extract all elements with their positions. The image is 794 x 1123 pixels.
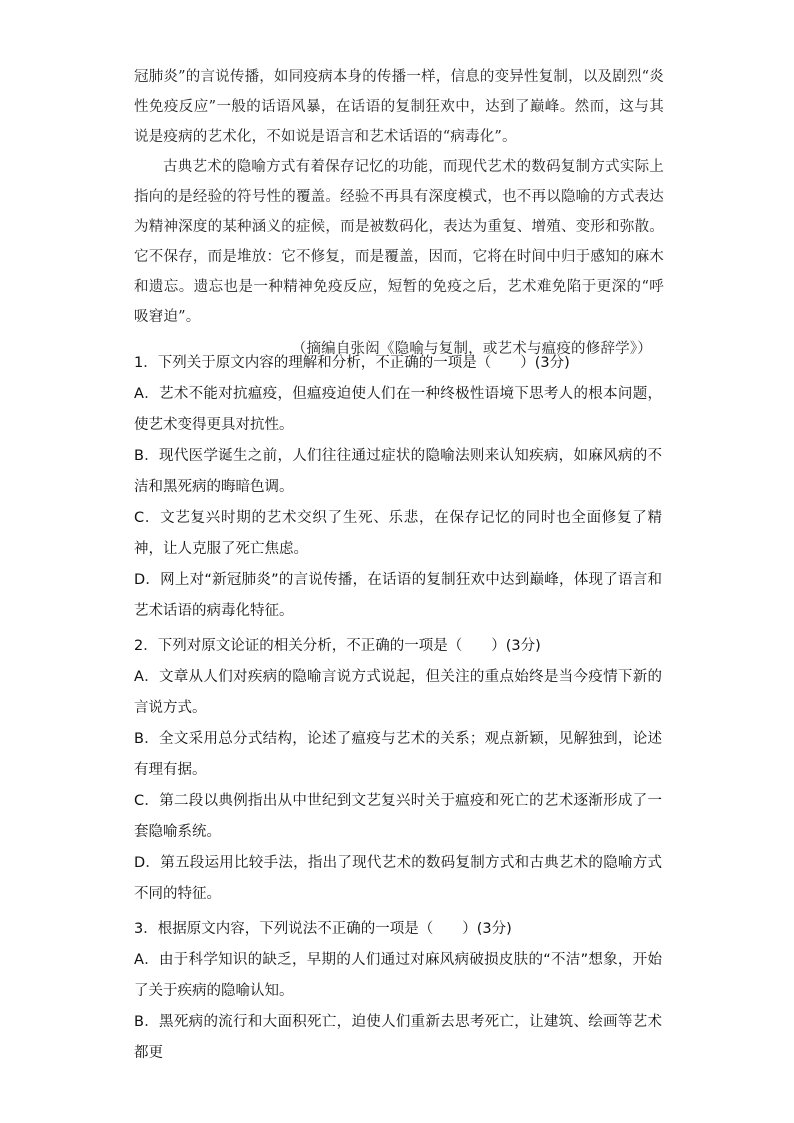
option-a: A．艺术不能对抗瘟疫，但瘟疫迫使人们在一种终极性语境下思考人的根本问题，使艺术变得更具对抗性。 xyxy=(134,386,662,433)
passage-citation: （摘编自张闳《隐喻与复制，或艺术与瘟疫的修辞学》） xyxy=(291,341,652,357)
option-a: A．由于科学知识的缺乏，早期的人们通过对麻风病破损皮肤的“不洁”想象，开始了关于疾病的隐喻认知。 xyxy=(134,952,662,999)
question-stem: 1．下列关于原文内容的理解和分析，不正确的一项是（ ）(3分) xyxy=(134,355,570,371)
passage-paragraph: 古典艺术的隐喻方式有着保存记忆的功能，而现代艺术的数码复制方式实际上指向的是经验的符号性的覆盖。经验不再具有深度模式，也不再以隐喻的方式表达为精神深度的某种涵义的症候，而是被数码化，表达为重复、增殖、变形和弥散。它不保存，而是堆放：它不修复，而是覆盖，因而，它将在时间中归于感知的麻木和遗忘。遗忘也是一种精神免疫反应，短暂的免疫之后，艺术难免陷于更深的“呼吸窘迫”。 xyxy=(134,159,664,325)
option-b: B．现代医学诞生之前，人们往往通过症状的隐喻法则来认知疾病，如麻风病的不洁和黑死病的晦暗色调。 xyxy=(134,448,662,495)
option-a: A．文章从人们对疾病的隐喻言说方式说起，但关注的重点始终是当今疫情下新的言说方式。 xyxy=(134,669,662,716)
question-3 xyxy=(134,914,662,1069)
reading-passage xyxy=(134,62,664,364)
option-b: B．全文采用总分式结构，论述了瘟疫与艺术的关系；观点新颖，见解独到，论述有理有据。 xyxy=(134,731,662,778)
question-list xyxy=(134,348,662,1073)
option-c: C．第二段以典例指出从中世纪到文艺复兴时关于瘟疫和死亡的艺术逐渐形成了一套隐喻系统。 xyxy=(134,793,662,840)
option-d: D．网上对“新冠肺炎”的言说传播，在话语的复制狂欢中达到巅峰，体现了语言和艺术话语的病毒化特征。 xyxy=(134,572,662,619)
option-c: C．文艺复兴时期的艺术交织了生死、乐悲，在保存记忆的同时也全面修复了精神，让人克服了死亡焦虑。 xyxy=(134,510,662,557)
question-stem: 2．下列对原文论证的相关分析，不正确的一项是（ ）(3分) xyxy=(134,638,541,654)
question-2 xyxy=(134,631,662,910)
option-d: D．第五段运用比较手法，指出了现代艺术的数码复制方式和古典艺术的隐喻方式不同的特征。 xyxy=(134,855,662,902)
passage-paragraph-continued: 冠肺炎”的言说传播，如同疫病本身的传播一样，信息的变异性复制，以及剧烈“炎性免疫反应”一般的话语风暴，在话语的复制狂欢中，达到了巅峰。然而，这与其说是疫病的艺术化，不如说是语言和艺术话语的“病毒化”。 xyxy=(134,69,664,145)
option-b: B．黑死病的流行和大面积死亡，迫使人们重新去思考死亡，让建筑、绘画等艺术都更 xyxy=(134,1014,662,1061)
question-stem: 3．根据原文内容，下列说法不正确的一项是（ ）(3分) xyxy=(134,921,512,937)
question-1 xyxy=(134,348,662,627)
